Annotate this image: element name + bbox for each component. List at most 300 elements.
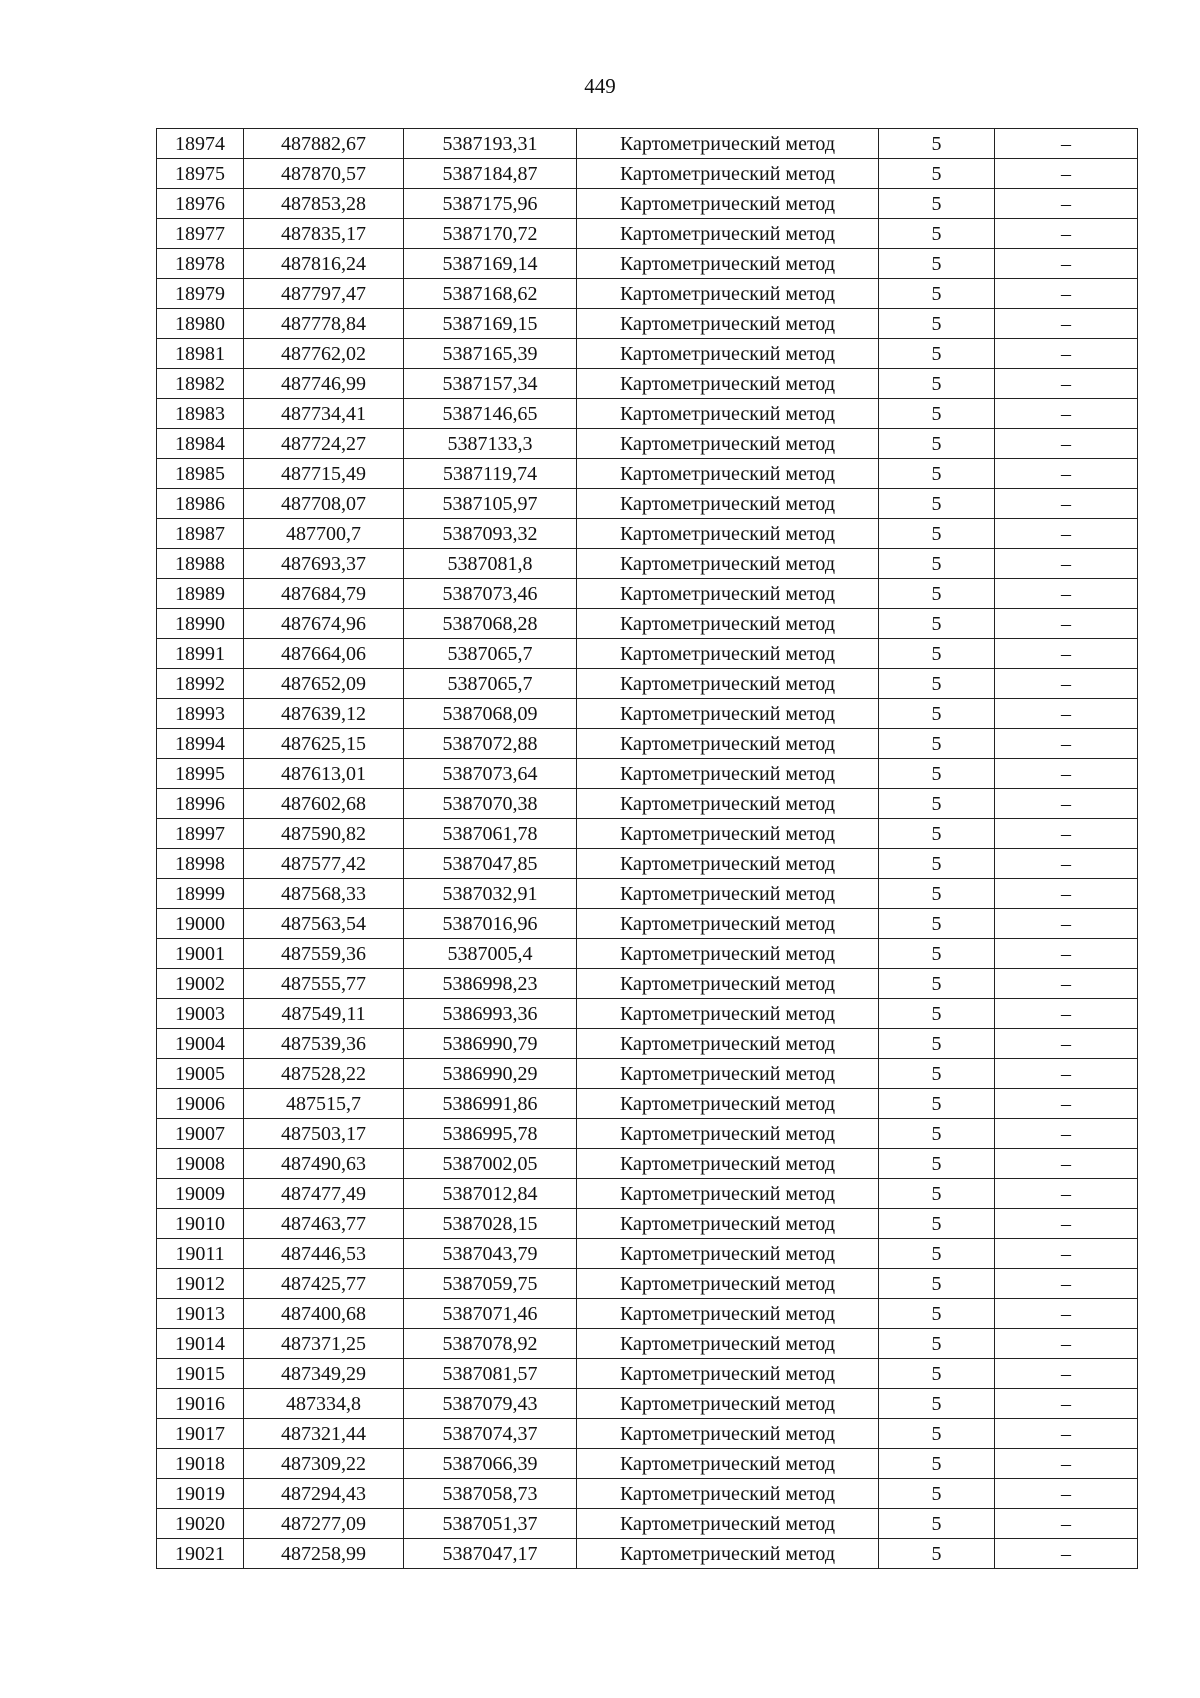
precision-cell: 5 — [879, 609, 995, 639]
table-row — [157, 1089, 1138, 1119]
table-row — [157, 1479, 1138, 1509]
point-number-cell: 18993 — [157, 699, 244, 729]
point-number-cell: 18985 — [157, 459, 244, 489]
x-coordinate-cell: 487762,02 — [244, 339, 404, 369]
description-cell: – — [995, 999, 1138, 1029]
description-cell: – — [995, 1269, 1138, 1299]
y-coordinate-cell: 5387002,05 — [404, 1149, 577, 1179]
description-cell: – — [995, 1329, 1138, 1359]
table-row — [157, 429, 1138, 459]
description-cell: – — [995, 1539, 1138, 1569]
x-coordinate-cell: 487625,15 — [244, 729, 404, 759]
table-row — [157, 1149, 1138, 1179]
table-row — [157, 1449, 1138, 1479]
y-coordinate-cell: 5387184,87 — [404, 159, 577, 189]
x-coordinate-cell: 487715,49 — [244, 459, 404, 489]
point-number-cell: 19014 — [157, 1329, 244, 1359]
method-cell: Картометрический метод — [577, 1269, 879, 1299]
x-coordinate-cell: 487853,28 — [244, 189, 404, 219]
x-coordinate-cell: 487746,99 — [244, 369, 404, 399]
y-coordinate-cell: 5387175,96 — [404, 189, 577, 219]
method-cell: Картометрический метод — [577, 1029, 879, 1059]
method-cell: Картометрический метод — [577, 909, 879, 939]
point-number-cell: 18996 — [157, 789, 244, 819]
table-row — [157, 789, 1138, 819]
method-cell: Картометрический метод — [577, 429, 879, 459]
precision-cell: 5 — [879, 399, 995, 429]
method-cell: Картометрический метод — [577, 1329, 879, 1359]
method-cell: Картометрический метод — [577, 309, 879, 339]
description-cell: – — [995, 279, 1138, 309]
description-cell: – — [995, 129, 1138, 159]
y-coordinate-cell: 5387165,39 — [404, 339, 577, 369]
y-coordinate-cell: 5387005,4 — [404, 939, 577, 969]
table-row — [157, 1209, 1138, 1239]
description-cell: – — [995, 699, 1138, 729]
x-coordinate-cell: 487563,54 — [244, 909, 404, 939]
y-coordinate-cell: 5387065,7 — [404, 639, 577, 669]
point-number-cell: 18980 — [157, 309, 244, 339]
description-cell: – — [995, 489, 1138, 519]
description-cell: – — [995, 609, 1138, 639]
point-number-cell: 18988 — [157, 549, 244, 579]
method-cell: Картометрический метод — [577, 759, 879, 789]
coordinates-table-body — [157, 129, 1138, 1569]
description-cell: – — [995, 879, 1138, 909]
y-coordinate-cell: 5387193,31 — [404, 129, 577, 159]
x-coordinate-cell: 487549,11 — [244, 999, 404, 1029]
method-cell: Картометрический метод — [577, 1119, 879, 1149]
method-cell: Картометрический метод — [577, 609, 879, 639]
method-cell: Картометрический метод — [577, 1389, 879, 1419]
method-cell: Картометрический метод — [577, 1419, 879, 1449]
point-number-cell: 19015 — [157, 1359, 244, 1389]
page-number: 449 — [584, 74, 616, 98]
precision-cell: 5 — [879, 879, 995, 909]
precision-cell: 5 — [879, 1509, 995, 1539]
precision-cell: 5 — [879, 369, 995, 399]
method-cell: Картометрический метод — [577, 1059, 879, 1089]
y-coordinate-cell: 5387081,8 — [404, 549, 577, 579]
description-cell: – — [995, 969, 1138, 999]
description-cell: – — [995, 519, 1138, 549]
y-coordinate-cell: 5387043,79 — [404, 1239, 577, 1269]
y-coordinate-cell: 5387146,65 — [404, 399, 577, 429]
x-coordinate-cell: 487490,63 — [244, 1149, 404, 1179]
method-cell: Картометрический метод — [577, 519, 879, 549]
x-coordinate-cell: 487349,29 — [244, 1359, 404, 1389]
y-coordinate-cell: 5387169,14 — [404, 249, 577, 279]
point-number-cell: 19011 — [157, 1239, 244, 1269]
table-row — [157, 1329, 1138, 1359]
table-row — [157, 879, 1138, 909]
table-row — [157, 699, 1138, 729]
y-coordinate-cell: 5387065,7 — [404, 669, 577, 699]
method-cell: Картометрический метод — [577, 939, 879, 969]
description-cell: – — [995, 579, 1138, 609]
x-coordinate-cell: 487463,77 — [244, 1209, 404, 1239]
description-cell: – — [995, 249, 1138, 279]
point-number-cell: 18990 — [157, 609, 244, 639]
precision-cell: 5 — [879, 1059, 995, 1089]
point-number-cell: 18991 — [157, 639, 244, 669]
x-coordinate-cell: 487515,7 — [244, 1089, 404, 1119]
description-cell: – — [995, 219, 1138, 249]
description-cell: – — [995, 159, 1138, 189]
description-cell: – — [995, 1479, 1138, 1509]
precision-cell: 5 — [879, 1389, 995, 1419]
precision-cell: 5 — [879, 1449, 995, 1479]
method-cell: Картометрический метод — [577, 1239, 879, 1269]
description-cell: – — [995, 759, 1138, 789]
precision-cell: 5 — [879, 669, 995, 699]
table-row — [157, 939, 1138, 969]
y-coordinate-cell: 5387081,57 — [404, 1359, 577, 1389]
table-row — [157, 1539, 1138, 1569]
point-number-cell: 18984 — [157, 429, 244, 459]
point-number-cell: 19013 — [157, 1299, 244, 1329]
precision-cell: 5 — [879, 159, 995, 189]
precision-cell: 5 — [879, 969, 995, 999]
method-cell: Картометрический метод — [577, 1179, 879, 1209]
x-coordinate-cell: 487590,82 — [244, 819, 404, 849]
point-number-cell: 18983 — [157, 399, 244, 429]
precision-cell: 5 — [879, 1239, 995, 1269]
description-cell: – — [995, 1359, 1138, 1389]
table-row — [157, 459, 1138, 489]
x-coordinate-cell: 487724,27 — [244, 429, 404, 459]
description-cell: – — [995, 1299, 1138, 1329]
point-number-cell: 19007 — [157, 1119, 244, 1149]
point-number-cell: 18995 — [157, 759, 244, 789]
method-cell: Картометрический метод — [577, 489, 879, 519]
description-cell: – — [995, 1089, 1138, 1119]
y-coordinate-cell: 5387157,34 — [404, 369, 577, 399]
method-cell: Картометрический метод — [577, 549, 879, 579]
precision-cell: 5 — [879, 1179, 995, 1209]
table-row — [157, 609, 1138, 639]
precision-cell: 5 — [879, 1119, 995, 1149]
y-coordinate-cell: 5387133,3 — [404, 429, 577, 459]
table-row — [157, 669, 1138, 699]
x-coordinate-cell: 487639,12 — [244, 699, 404, 729]
precision-cell: 5 — [879, 1419, 995, 1449]
table-row — [157, 909, 1138, 939]
x-coordinate-cell: 487446,53 — [244, 1239, 404, 1269]
point-number-cell: 18994 — [157, 729, 244, 759]
x-coordinate-cell: 487309,22 — [244, 1449, 404, 1479]
y-coordinate-cell: 5387119,74 — [404, 459, 577, 489]
table-row — [157, 279, 1138, 309]
x-coordinate-cell: 487477,49 — [244, 1179, 404, 1209]
y-coordinate-cell: 5387074,37 — [404, 1419, 577, 1449]
y-coordinate-cell: 5387169,15 — [404, 309, 577, 339]
y-coordinate-cell: 5386995,78 — [404, 1119, 577, 1149]
point-number-cell: 19008 — [157, 1149, 244, 1179]
point-number-cell: 19004 — [157, 1029, 244, 1059]
table-row — [157, 1119, 1138, 1149]
description-cell: – — [995, 849, 1138, 879]
x-coordinate-cell: 487734,41 — [244, 399, 404, 429]
x-coordinate-cell: 487797,47 — [244, 279, 404, 309]
x-coordinate-cell: 487400,68 — [244, 1299, 404, 1329]
point-number-cell: 18999 — [157, 879, 244, 909]
x-coordinate-cell: 487559,36 — [244, 939, 404, 969]
precision-cell: 5 — [879, 459, 995, 489]
table-row — [157, 759, 1138, 789]
table-row — [157, 819, 1138, 849]
point-number-cell: 18986 — [157, 489, 244, 519]
x-coordinate-cell: 487882,67 — [244, 129, 404, 159]
table-row — [157, 1389, 1138, 1419]
precision-cell: 5 — [879, 1149, 995, 1179]
y-coordinate-cell: 5387068,28 — [404, 609, 577, 639]
precision-cell: 5 — [879, 759, 995, 789]
precision-cell: 5 — [879, 1299, 995, 1329]
method-cell: Картометрический метод — [577, 279, 879, 309]
x-coordinate-cell: 487700,7 — [244, 519, 404, 549]
point-number-cell: 19002 — [157, 969, 244, 999]
x-coordinate-cell: 487835,17 — [244, 219, 404, 249]
description-cell: – — [995, 369, 1138, 399]
precision-cell: 5 — [879, 339, 995, 369]
point-number-cell: 18982 — [157, 369, 244, 399]
x-coordinate-cell: 487294,43 — [244, 1479, 404, 1509]
table-row — [157, 969, 1138, 999]
method-cell: Картометрический метод — [577, 1449, 879, 1479]
point-number-cell: 19000 — [157, 909, 244, 939]
method-cell: Картометрический метод — [577, 339, 879, 369]
x-coordinate-cell: 487577,42 — [244, 849, 404, 879]
y-coordinate-cell: 5387012,84 — [404, 1179, 577, 1209]
point-number-cell: 19010 — [157, 1209, 244, 1239]
method-cell: Картометрический метод — [577, 399, 879, 429]
y-coordinate-cell: 5387016,96 — [404, 909, 577, 939]
table-row — [157, 1419, 1138, 1449]
precision-cell: 5 — [879, 939, 995, 969]
point-number-cell: 19006 — [157, 1089, 244, 1119]
table-row — [157, 219, 1138, 249]
y-coordinate-cell: 5387058,73 — [404, 1479, 577, 1509]
y-coordinate-cell: 5387093,32 — [404, 519, 577, 549]
method-cell: Картометрический метод — [577, 1359, 879, 1389]
table-row — [157, 1179, 1138, 1209]
precision-cell: 5 — [879, 909, 995, 939]
table-row — [157, 1239, 1138, 1269]
method-cell: Картометрический метод — [577, 129, 879, 159]
point-number-cell: 19001 — [157, 939, 244, 969]
description-cell: – — [995, 1239, 1138, 1269]
point-number-cell: 19020 — [157, 1509, 244, 1539]
description-cell: – — [995, 669, 1138, 699]
description-cell: – — [995, 459, 1138, 489]
method-cell: Картометрический метод — [577, 159, 879, 189]
description-cell: – — [995, 1209, 1138, 1239]
method-cell: Картометрический метод — [577, 1089, 879, 1119]
precision-cell: 5 — [879, 519, 995, 549]
precision-cell: 5 — [879, 579, 995, 609]
y-coordinate-cell: 5387068,09 — [404, 699, 577, 729]
description-cell: – — [995, 309, 1138, 339]
x-coordinate-cell: 487816,24 — [244, 249, 404, 279]
table-row — [157, 369, 1138, 399]
precision-cell: 5 — [879, 639, 995, 669]
point-number-cell: 18977 — [157, 219, 244, 249]
y-coordinate-cell: 5386990,79 — [404, 1029, 577, 1059]
table-row — [157, 159, 1138, 189]
table-row — [157, 1299, 1138, 1329]
x-coordinate-cell: 487708,07 — [244, 489, 404, 519]
precision-cell: 5 — [879, 699, 995, 729]
precision-cell: 5 — [879, 549, 995, 579]
description-cell: – — [995, 1029, 1138, 1059]
point-number-cell: 19005 — [157, 1059, 244, 1089]
table-row — [157, 1029, 1138, 1059]
method-cell: Картометрический метод — [577, 579, 879, 609]
precision-cell: 5 — [879, 1029, 995, 1059]
point-number-cell: 19021 — [157, 1539, 244, 1569]
method-cell: Картометрический метод — [577, 789, 879, 819]
point-number-cell: 18992 — [157, 669, 244, 699]
table-row — [157, 399, 1138, 429]
y-coordinate-cell: 5387047,85 — [404, 849, 577, 879]
precision-cell: 5 — [879, 309, 995, 339]
method-cell: Картометрический метод — [577, 1149, 879, 1179]
method-cell: Картометрический метод — [577, 699, 879, 729]
method-cell: Картометрический метод — [577, 999, 879, 1029]
precision-cell: 5 — [879, 1269, 995, 1299]
y-coordinate-cell: 5387079,43 — [404, 1389, 577, 1419]
point-number-cell: 18998 — [157, 849, 244, 879]
x-coordinate-cell: 487778,84 — [244, 309, 404, 339]
x-coordinate-cell: 487602,68 — [244, 789, 404, 819]
precision-cell: 5 — [879, 219, 995, 249]
method-cell: Картометрический метод — [577, 219, 879, 249]
description-cell: – — [995, 1149, 1138, 1179]
method-cell: Картометрический метод — [577, 669, 879, 699]
table-row — [157, 999, 1138, 1029]
description-cell: – — [995, 789, 1138, 819]
y-coordinate-cell: 5387105,97 — [404, 489, 577, 519]
precision-cell: 5 — [879, 1539, 995, 1569]
x-coordinate-cell: 487425,77 — [244, 1269, 404, 1299]
table-row — [157, 579, 1138, 609]
y-coordinate-cell: 5387168,62 — [404, 279, 577, 309]
table-row — [157, 729, 1138, 759]
y-coordinate-cell: 5386993,36 — [404, 999, 577, 1029]
y-coordinate-cell: 5386998,23 — [404, 969, 577, 999]
x-coordinate-cell: 487555,77 — [244, 969, 404, 999]
precision-cell: 5 — [879, 249, 995, 279]
method-cell: Картометрический метод — [577, 969, 879, 999]
precision-cell: 5 — [879, 129, 995, 159]
description-cell: – — [995, 549, 1138, 579]
precision-cell: 5 — [879, 1089, 995, 1119]
table-row — [157, 489, 1138, 519]
x-coordinate-cell: 487652,09 — [244, 669, 404, 699]
x-coordinate-cell: 487664,06 — [244, 639, 404, 669]
y-coordinate-cell: 5386991,86 — [404, 1089, 577, 1119]
point-number-cell: 19012 — [157, 1269, 244, 1299]
point-number-cell: 19018 — [157, 1449, 244, 1479]
point-number-cell: 19019 — [157, 1479, 244, 1509]
point-number-cell: 18987 — [157, 519, 244, 549]
point-number-cell: 18978 — [157, 249, 244, 279]
x-coordinate-cell: 487539,36 — [244, 1029, 404, 1059]
table-row — [157, 1269, 1138, 1299]
y-coordinate-cell: 5387070,38 — [404, 789, 577, 819]
table-row — [157, 549, 1138, 579]
y-coordinate-cell: 5387028,15 — [404, 1209, 577, 1239]
description-cell: – — [995, 339, 1138, 369]
description-cell: – — [995, 429, 1138, 459]
description-cell: – — [995, 819, 1138, 849]
y-coordinate-cell: 5387073,46 — [404, 579, 577, 609]
y-coordinate-cell: 5387061,78 — [404, 819, 577, 849]
description-cell: – — [995, 1119, 1138, 1149]
method-cell: Картометрический метод — [577, 1509, 879, 1539]
description-cell: – — [995, 189, 1138, 219]
x-coordinate-cell: 487693,37 — [244, 549, 404, 579]
x-coordinate-cell: 487258,99 — [244, 1539, 404, 1569]
description-cell: – — [995, 1179, 1138, 1209]
table-row — [157, 1059, 1138, 1089]
table-row — [157, 1359, 1138, 1389]
table-row — [157, 1509, 1138, 1539]
y-coordinate-cell: 5387073,64 — [404, 759, 577, 789]
method-cell: Картометрический метод — [577, 1209, 879, 1239]
x-coordinate-cell: 487870,57 — [244, 159, 404, 189]
description-cell: – — [995, 1509, 1138, 1539]
table-row — [157, 189, 1138, 219]
table-row — [157, 519, 1138, 549]
y-coordinate-cell: 5387170,72 — [404, 219, 577, 249]
x-coordinate-cell: 487684,79 — [244, 579, 404, 609]
precision-cell: 5 — [879, 1479, 995, 1509]
table-row — [157, 129, 1138, 159]
precision-cell: 5 — [879, 789, 995, 819]
description-cell: – — [995, 1449, 1138, 1479]
y-coordinate-cell: 5387059,75 — [404, 1269, 577, 1299]
table-row — [157, 339, 1138, 369]
point-number-cell: 19003 — [157, 999, 244, 1029]
y-coordinate-cell: 5387078,92 — [404, 1329, 577, 1359]
description-cell: – — [995, 939, 1138, 969]
x-coordinate-cell: 487277,09 — [244, 1509, 404, 1539]
method-cell: Картометрический метод — [577, 249, 879, 279]
point-number-cell: 18981 — [157, 339, 244, 369]
method-cell: Картометрический метод — [577, 819, 879, 849]
x-coordinate-cell: 487371,25 — [244, 1329, 404, 1359]
coordinates-table — [156, 128, 1138, 1569]
y-coordinate-cell: 5386990,29 — [404, 1059, 577, 1089]
method-cell: Картометрический метод — [577, 1299, 879, 1329]
description-cell: – — [995, 909, 1138, 939]
x-coordinate-cell: 487674,96 — [244, 609, 404, 639]
point-number-cell: 19009 — [157, 1179, 244, 1209]
precision-cell: 5 — [879, 189, 995, 219]
precision-cell: 5 — [879, 1359, 995, 1389]
x-coordinate-cell: 487613,01 — [244, 759, 404, 789]
method-cell: Картометрический метод — [577, 879, 879, 909]
point-number-cell: 19017 — [157, 1419, 244, 1449]
x-coordinate-cell: 487503,17 — [244, 1119, 404, 1149]
method-cell: Картометрический метод — [577, 729, 879, 759]
y-coordinate-cell: 5387066,39 — [404, 1449, 577, 1479]
method-cell: Картометрический метод — [577, 1539, 879, 1569]
method-cell: Картометрический метод — [577, 369, 879, 399]
description-cell: – — [995, 1389, 1138, 1419]
